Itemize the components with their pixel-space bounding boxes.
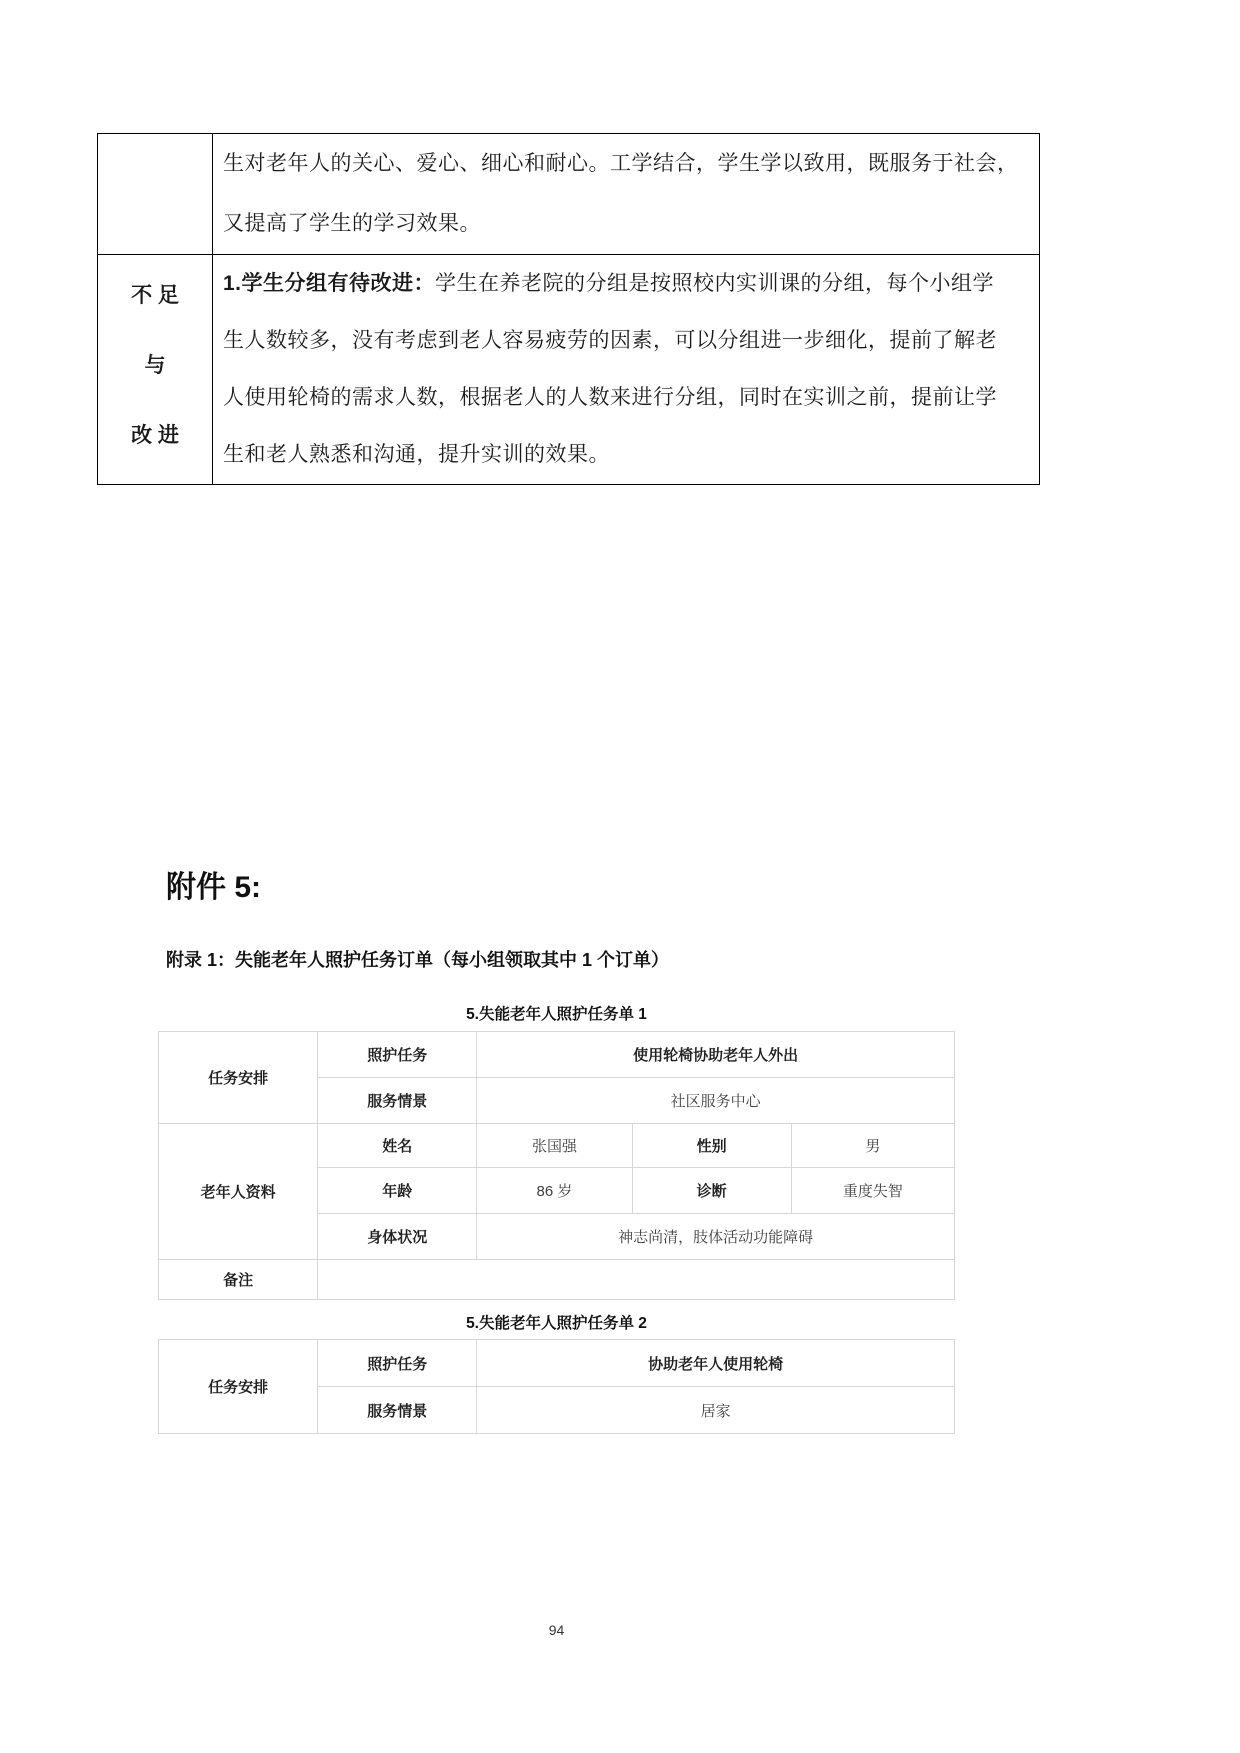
review-improvement-line: 人使用轮椅的需求人数，根据老人的人数来进行分组，同时在实训之前，提前让学	[223, 386, 997, 409]
age-value: 86 岁	[477, 1168, 632, 1214]
diagnosis-label: 诊断	[632, 1168, 791, 1214]
review-improvement-line: 生人数较多，没有考虑到老人容易疲劳的因素，可以分组进一步细化，提前了解老	[223, 329, 997, 352]
page-number: 94	[548, 1622, 565, 1638]
scenario-value: 居家	[477, 1387, 955, 1434]
care-task-value: 协助老年人使用轮椅	[477, 1340, 955, 1387]
review-label-line: 与	[144, 354, 166, 377]
task-section-label: 任务安排	[159, 1340, 318, 1434]
order-table-1-title: 5.失能老年人照护任务单 1	[466, 1006, 647, 1023]
table-row	[159, 1032, 955, 1078]
review-continuation-cell	[213, 134, 1040, 255]
review-table	[97, 133, 1040, 485]
review-label-line: 不 足	[131, 284, 179, 307]
table-row	[159, 1124, 955, 1168]
review-continuation-line: 生对老年人的关心、爱心、细心和耐心。工学结合，学生学以致用，既服务于社会，	[223, 152, 1019, 175]
gender-label: 性别	[632, 1124, 791, 1168]
review-improvement-text: 学生在养老院的分组是按照校内实训课的分组，每个小组学	[435, 272, 995, 295]
condition-value: 神志尚清，肢体活动功能障碍	[477, 1214, 955, 1260]
table-row	[159, 1340, 955, 1387]
order-table-2	[158, 1339, 955, 1434]
order-table-1	[158, 1031, 955, 1300]
scenario-label: 服务情景	[318, 1387, 477, 1434]
review-row-continuation	[98, 134, 1040, 255]
condition-label: 身体状况	[318, 1214, 477, 1260]
review-improvement-label-cell	[98, 255, 213, 485]
care-task-label: 照护任务	[318, 1032, 477, 1078]
review-improvement-line	[223, 255, 1030, 312]
remark-label: 备注	[159, 1260, 318, 1300]
review-row-improvement	[98, 255, 1040, 485]
gender-value: 男	[791, 1124, 954, 1168]
care-task-label: 照护任务	[318, 1340, 477, 1387]
name-value: 张国强	[477, 1124, 632, 1168]
review-improvement-lead: 1.学生分组有待改进：	[223, 272, 436, 295]
name-label: 姓名	[318, 1124, 477, 1168]
appendix-heading: 附录 1：失能老年人照护任务订单（每小组领取其中 1 个订单）	[166, 950, 670, 970]
care-task-value: 使用轮椅协助老年人外出	[477, 1032, 955, 1078]
review-improvement-cell	[213, 255, 1040, 485]
remark-value	[318, 1260, 955, 1300]
diagnosis-value: 重度失智	[791, 1168, 954, 1214]
profile-section-label: 老年人资料	[159, 1124, 318, 1260]
review-label-cell-empty	[98, 134, 213, 255]
scenario-value: 社区服务中心	[477, 1078, 955, 1124]
review-improvement-line: 生和老人熟悉和沟通，提升实训的效果。	[223, 443, 610, 466]
attachment-heading: 附件 5:	[166, 871, 262, 904]
scenario-label: 服务情景	[318, 1078, 477, 1124]
order-table-2-title: 5.失能老年人照护任务单 2	[466, 1315, 647, 1332]
review-continuation-line: 又提高了学生的学习效果。	[223, 212, 481, 235]
table-row	[159, 1260, 955, 1300]
task-section-label: 任务安排	[159, 1032, 318, 1124]
age-label: 年龄	[318, 1168, 477, 1214]
review-label-line: 改 进	[131, 424, 179, 447]
